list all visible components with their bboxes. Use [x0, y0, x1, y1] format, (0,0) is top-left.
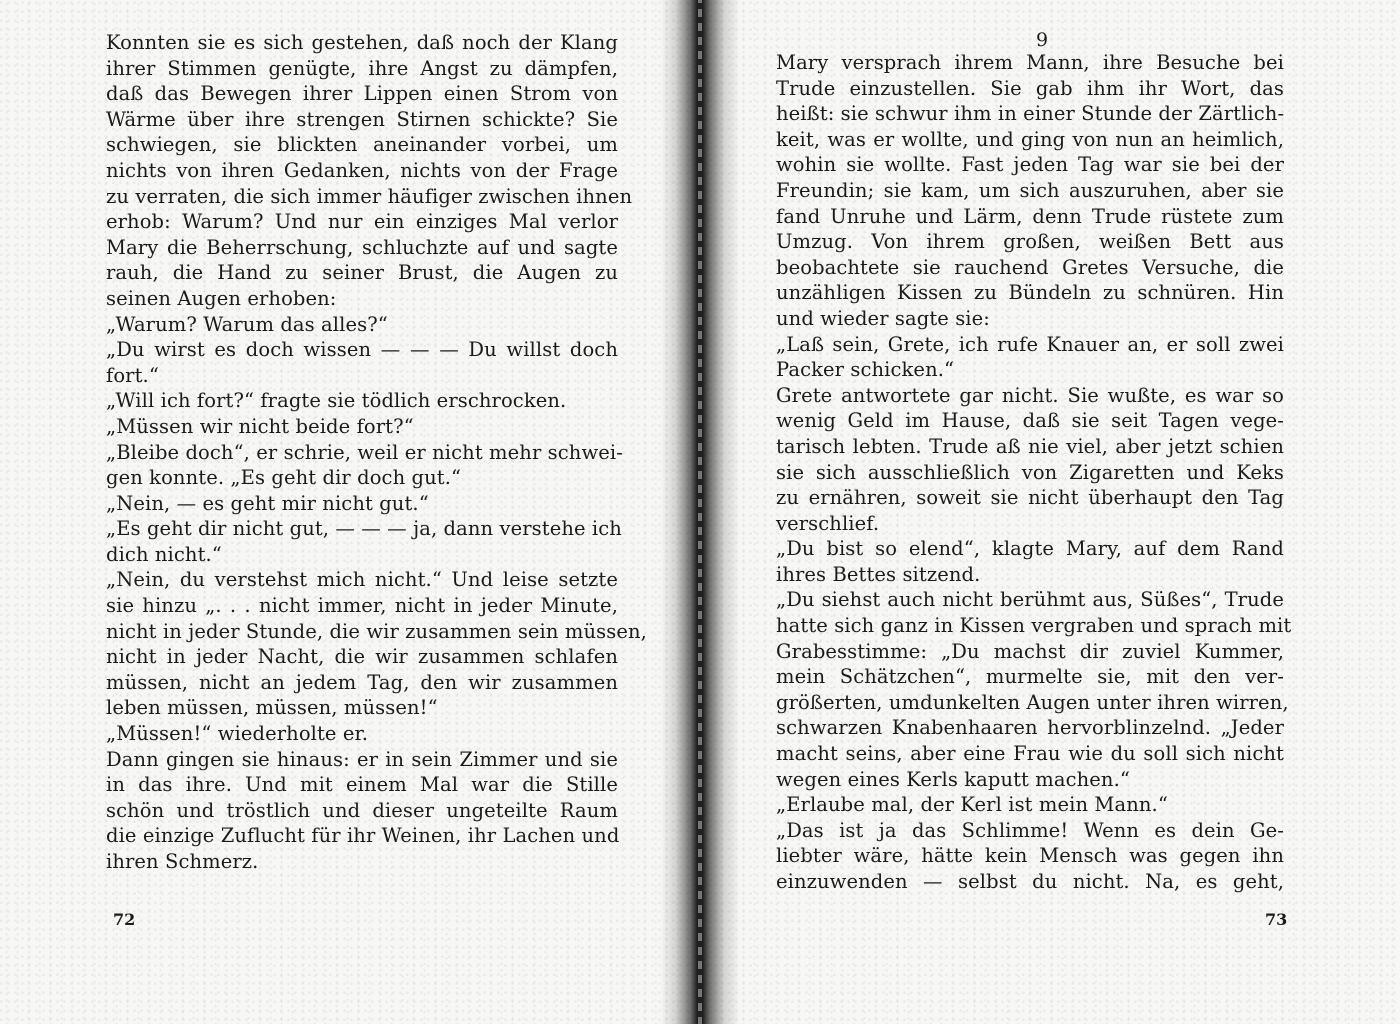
- text-line: „Du siehst auch nicht berühmt aus, Süßes“, Trude: [776, 588, 1284, 612]
- text-line: nichts von ihren Gedanken, nichts von der Frage: [106, 158, 618, 182]
- text-line: leben müssen, müssen, müssen!“: [106, 696, 438, 720]
- right-page: [730, 0, 1400, 1024]
- left-page-text: [106, 30, 647, 875]
- text-line: „Warum? Warum das alles?“: [106, 312, 388, 336]
- text-line: sie sich ausschließlich von Zigaretten und Keks: [776, 460, 1284, 484]
- text-line: dich nicht.“: [106, 542, 222, 566]
- text-line: Mary die Beherrschung, schluchzte auf und sagte: [106, 235, 618, 259]
- text-line: tarisch lebten. Trude aß nie viel, aber jetzt schien: [776, 434, 1284, 458]
- text-line: „Du bist so elend“, klagte Mary, auf dem Rand: [776, 537, 1284, 561]
- text-line: Trude einzustellen. Sie gab ihm ihr Wort, das: [776, 76, 1284, 100]
- text-line: ihren Schmerz.: [106, 850, 259, 873]
- text-line: einzuwenden — selbst du nicht. Na, es geht,: [776, 870, 1284, 893]
- text-line: und wieder sagte sie:: [776, 306, 990, 330]
- text-line: Dann gingen sie hinaus: er in sein Zimmer und sie: [106, 747, 618, 771]
- text-line: Konnten sie es sich gestehen, daß noch der Klang: [106, 31, 618, 54]
- text-line: Grabesstimme: „Du machst dir zuviel Kummer,: [776, 639, 1284, 663]
- text-line: „Bleibe doch“, er schrie, weil er nicht mehr schwei-: [106, 440, 623, 464]
- text-line: Mary versprach ihrem Mann, ihre Besuche bei: [776, 51, 1284, 74]
- text-line: Freundin; sie kam, um sich auszuruhen, aber sie: [776, 178, 1284, 202]
- text-line: ihrer Stimmen genügte, ihre Angst zu dämpfen,: [106, 56, 618, 80]
- text-line: „Müssen!“ wiederholte er.: [106, 722, 369, 746]
- text-line: Wärme über ihre strengen Stirnen schickte? Sie: [106, 107, 618, 131]
- text-line: unzähligen Kissen zu Bündeln zu schnüren. Hin: [776, 281, 1284, 305]
- text-line: heißt: sie schwur ihm in einer Stunde der Zärtlich-: [776, 102, 1285, 126]
- page-number: 73: [1265, 910, 1288, 929]
- text-line: wohin sie wollte. Fast jeden Tag war sie bei der: [776, 153, 1284, 177]
- text-line: schwiegen, sie blickten aneinander vorbei, um: [106, 133, 618, 157]
- text-line: schön und tröstlich und dieser ungeteilte Raum: [106, 798, 618, 822]
- text-line: daß das Bewegen ihrer Lippen einen Strom von: [106, 82, 618, 106]
- text-line: „Du wirst es doch wissen — — — Du willst doch: [106, 338, 618, 362]
- text-line: „Erlaube mal, der Kerl ist mein Mann.“: [776, 793, 1168, 817]
- right-page-text: [776, 50, 1292, 895]
- text-line: seinen Augen erhoben:: [106, 286, 337, 310]
- text-line: erhob: Warum? Und nur ein einziges Mal verlor: [106, 210, 618, 234]
- left-page: [0, 0, 670, 1024]
- text-line: „Nein, du verstehst mich nicht.“ Und leise setzte: [106, 568, 618, 592]
- text-line: rauh, die Hand zu seiner Brust, die Augen zu: [106, 261, 618, 285]
- text-line: hatte sich ganz in Kissen vergraben und sprach mit: [776, 614, 1292, 638]
- text-line: nicht in jeder Stunde, die wir zusammen sein müssen,: [106, 619, 647, 643]
- book-spine-gutter: [660, 0, 740, 1024]
- text-line: „Laß sein, Grete, ich rufe Knauer an, er soll zwei: [776, 332, 1284, 356]
- text-line: größerten, umdunkelten Augen unter ihren wirren,: [776, 690, 1289, 714]
- text-line: Packer schicken.“: [776, 358, 955, 382]
- text-line: müssen, nicht an jedem Tag, den wir zusammen: [106, 670, 618, 694]
- text-line: wenig Geld im Hause, daß sie seit Tagen vege-: [776, 409, 1284, 433]
- text-line: „Will ich fort?“ fragte sie tödlich erschrocken.: [106, 389, 567, 413]
- text-line: liebter wäre, hätte kein Mensch was gegen ihn: [776, 844, 1284, 868]
- text-line: keit, was er wollte, und ging von nun an heimlich,: [776, 127, 1284, 151]
- text-line: Umzug. Von ihrem großen, weißen Bett aus: [776, 230, 1284, 254]
- text-line: mein Schätzchen“, murmelte sie, mit den ver-: [776, 665, 1284, 689]
- page-number: 72: [113, 910, 136, 929]
- text-line: ihres Bettes sitzend.: [776, 562, 981, 586]
- text-line: sie hinzu „. . . nicht immer, nicht in jeder Minute,: [106, 594, 618, 618]
- text-line: macht seins, aber eine Frau wie du soll sich nicht: [776, 742, 1284, 766]
- text-line: „Müssen wir nicht beide fort?“: [106, 414, 414, 438]
- text-line: „Das ist ja das Schlimme! Wenn es dein Ge-: [776, 818, 1284, 842]
- text-line: fort.“: [106, 363, 159, 387]
- text-line: beobachtete sie rauchend Gretes Versuche, die: [776, 255, 1284, 279]
- text-line: in das ihre. Und mit einem Mal war die Stille: [106, 773, 618, 797]
- text-line: zu ernähren, soweit sie nicht überhaupt den Tag: [776, 486, 1284, 510]
- text-line: zu verraten, die sich immer häufiger zwischen ihnen: [106, 184, 633, 208]
- text-line: fand Unruhe und Lärm, denn Trude rüstete zum: [776, 204, 1284, 228]
- text-line: verschlief.: [776, 511, 880, 535]
- text-line: gen konnte. „Es geht dir doch gut.“: [106, 466, 462, 490]
- text-line: schwarzen Knabenhaaren hervorblinzelnd. „Jeder: [776, 716, 1284, 740]
- text-line: nicht in jeder Nacht, die wir zusammen schlafen: [106, 645, 618, 669]
- text-line: wegen eines Kerls kaputt machen.“: [776, 767, 1130, 791]
- text-line: Grete antwortete gar nicht. Sie wußte, es war so: [776, 383, 1284, 407]
- text-line: „Nein, — es geht mir nicht gut.“: [106, 491, 429, 515]
- text-line: „Es geht dir nicht gut, — — — ja, dann verstehe ich: [106, 517, 622, 541]
- chapter-number: 9: [1036, 29, 1049, 51]
- text-line: die einzige Zuflucht für ihr Weinen, ihr Lachen und: [106, 824, 620, 848]
